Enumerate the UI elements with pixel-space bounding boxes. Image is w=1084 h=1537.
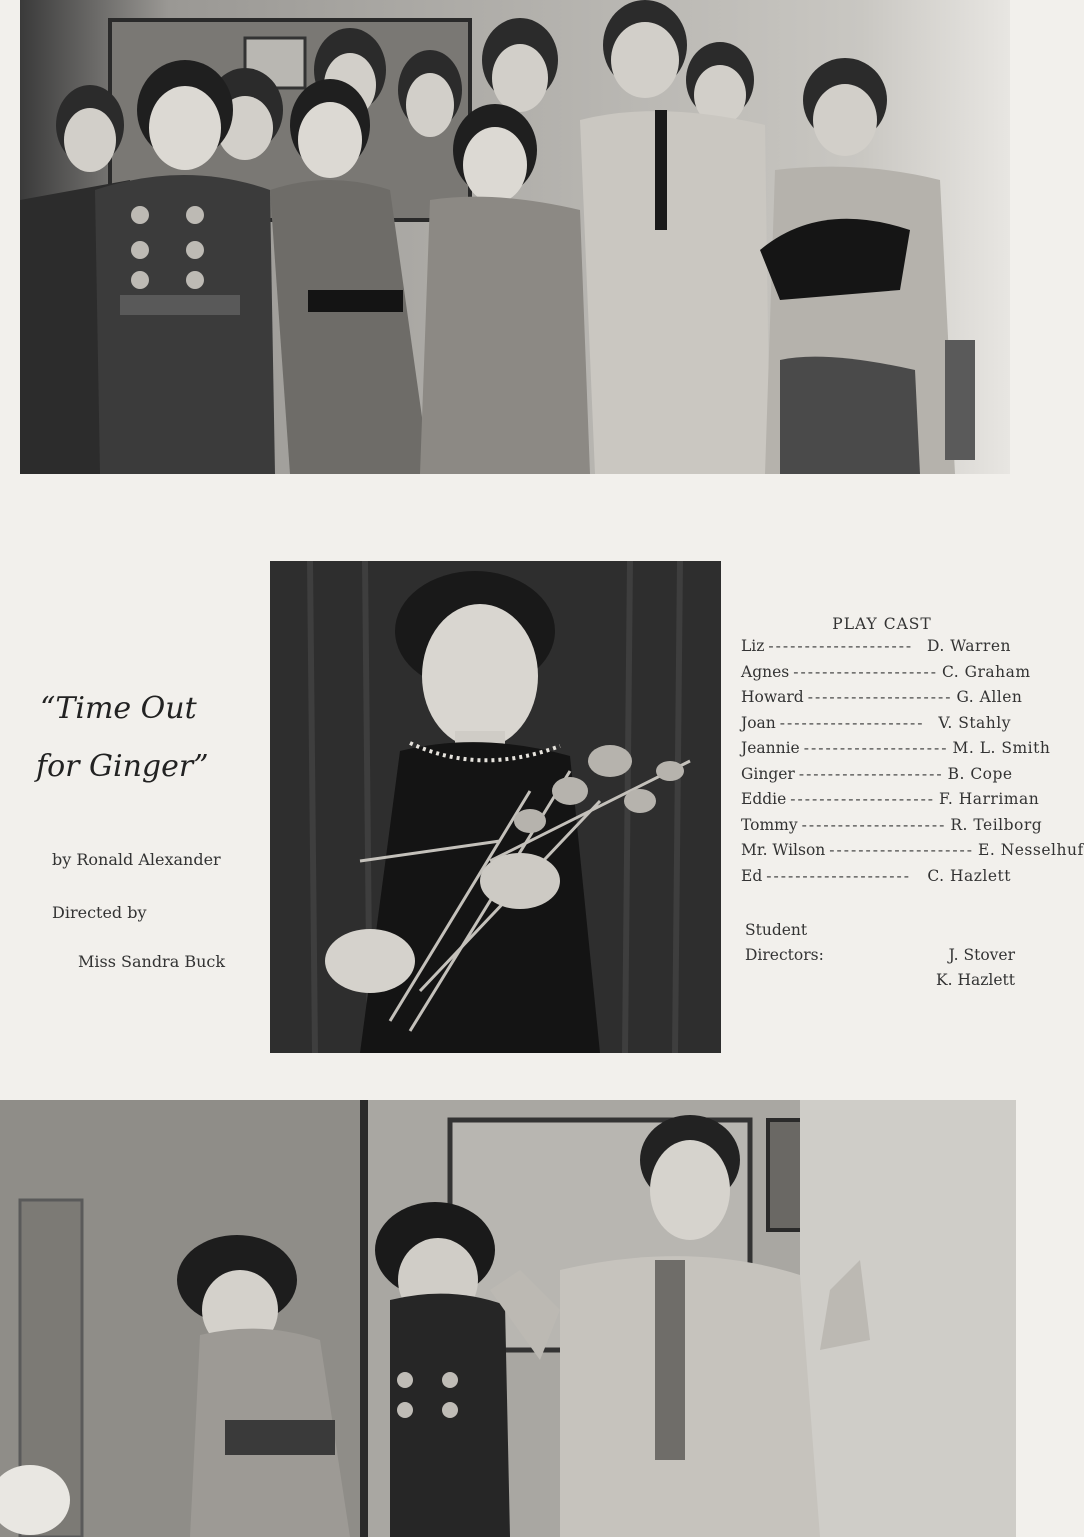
student-director-name: J. Stover — [948, 946, 1015, 964]
cast-actor: C. Hazlett — [927, 866, 1011, 885]
play-cast-heading: PLAY CAST — [832, 615, 932, 633]
cast-actor: R. Teilborg — [950, 815, 1043, 834]
cast-row — [741, 790, 1040, 816]
cast-row — [741, 815, 1043, 842]
cast-role: Eddie — [741, 790, 787, 808]
cast-actor: M. L. Smith — [952, 739, 1051, 757]
cast-actor: D. Warren — [926, 637, 1011, 655]
cast-role: Ed — [741, 866, 763, 885]
cast-row — [741, 841, 1084, 867]
cast-actor: B. Cope — [947, 764, 1013, 783]
play-title-line1: “Time Out — [40, 691, 197, 726]
cast-row — [741, 662, 1031, 689]
cast-actor: F. Harriman — [939, 790, 1040, 808]
lead-actress-photo — [270, 561, 721, 1053]
cast-leader-dashes: -------------------- — [801, 815, 947, 834]
cast-actor: C. Graham — [941, 662, 1031, 681]
play-cast-list — [741, 615, 1084, 892]
cast-role: Ginger — [741, 764, 795, 783]
cast-role: Joan — [741, 713, 776, 732]
play-title — [36, 680, 266, 796]
play-title-line2: for Ginger” — [36, 749, 209, 784]
cast-leader-dashes: -------------------- — [793, 662, 938, 681]
student-directors — [745, 921, 1015, 996]
cast-role: Jeannie — [741, 739, 800, 757]
cast-leader-dashes: -------------------- — [803, 739, 949, 757]
cast-leader-dashes: -------------------- — [807, 688, 953, 706]
cast-actor: E. Nesselhuf — [978, 841, 1084, 859]
student-directors-label-line1: Student — [745, 921, 808, 939]
director-name: Miss Sandra Buck — [78, 952, 226, 971]
cast-role: Liz — [741, 637, 765, 655]
cast-role: Howard — [741, 688, 804, 706]
cast-leader-dashes: -------------------- — [779, 713, 925, 732]
cast-row — [741, 637, 1011, 663]
cast-actor: G. Allen — [956, 688, 1023, 706]
cast-actor: V. Stahly — [938, 713, 1011, 732]
cast-leader-dashes: -------------------- — [766, 866, 911, 885]
cast-leader-dashes: -------------------- — [829, 841, 975, 859]
cast-row — [741, 688, 1023, 714]
cast-rows — [741, 637, 1084, 892]
cast-group-photo — [20, 0, 1010, 474]
cast-row — [741, 714, 1011, 740]
cast-leader-dashes: -------------------- — [790, 790, 936, 808]
directed-by-label: Directed by — [52, 903, 147, 922]
student-directors-label-line2: Directors: — [745, 946, 824, 964]
cast-row — [741, 739, 1051, 765]
cast-row — [741, 765, 1011, 791]
cast-row — [741, 867, 1011, 893]
cast-role: Tommy — [741, 815, 798, 834]
stage-scene-photo — [0, 1100, 1016, 1537]
cast-role: Agnes — [741, 662, 790, 681]
author-credit: by Ronald Alexander — [52, 850, 221, 869]
student-director-name: K. Hazlett — [936, 971, 1015, 989]
cast-leader-dashes: -------------------- — [798, 764, 944, 783]
cast-role: Mr. Wilson — [741, 841, 826, 859]
cast-leader-dashes: -------------------- — [768, 637, 914, 655]
